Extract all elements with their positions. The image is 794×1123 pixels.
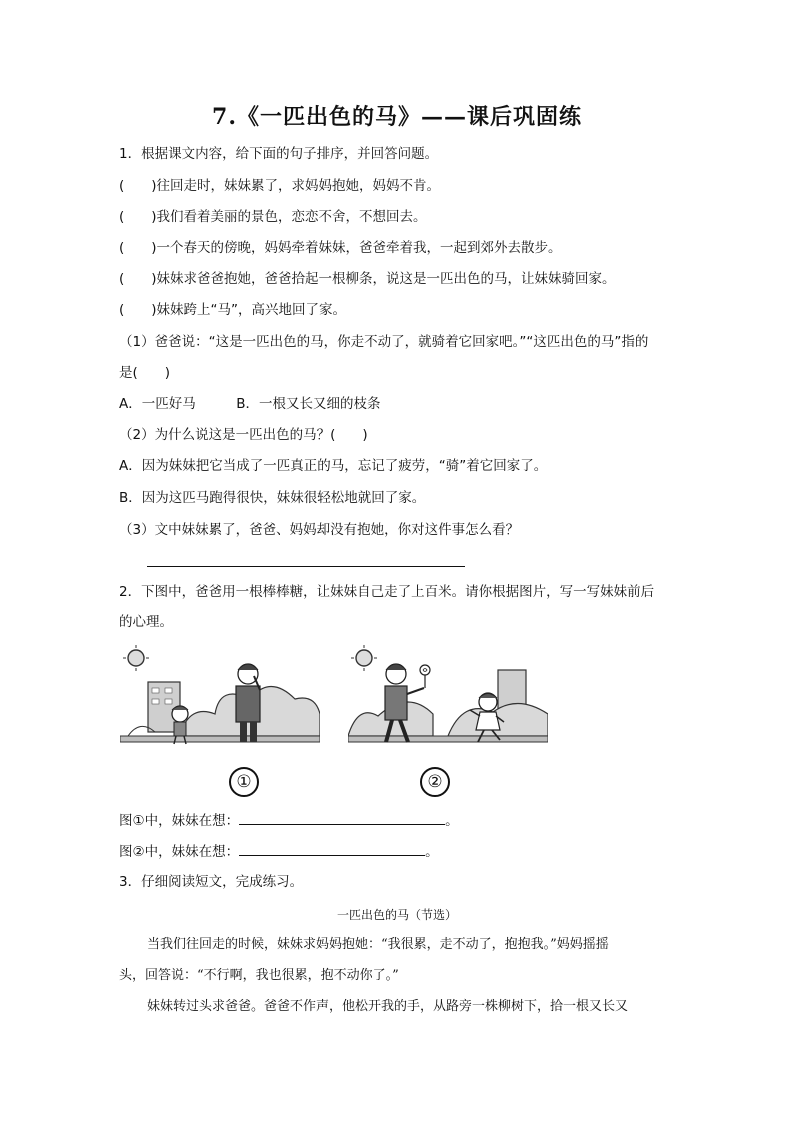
q1-item-1: ( )往回走时，妹妹累了，求妈妈抱她，妈妈不肯。 — [119, 178, 441, 194]
passage-p2-line1: 妹妹转过头求爸爸。爸爸不作声，他松开我的手，从路旁一株柳树下，拾一根又长又 — [147, 999, 629, 1014]
q1-sub1-line2: 是( ) — [119, 365, 171, 381]
passage-title: 一匹出色的马（节选） — [336, 908, 457, 922]
q1-sub2-option-b: B．因为这匹马跑得很快，妹妹很轻松地就回了家。 — [119, 490, 426, 506]
q2-fill-2 — [119, 841, 439, 862]
q1-sub2-option-a: A．因为妹妹把它当成了一匹真正的马，忘记了疲劳，“骑”着它回家了。 — [119, 458, 548, 474]
q3-prompt: 3．仔细阅读短文，完成练习。 — [119, 874, 304, 890]
q1-sub1-line1: （1）爸爸说：“这是一匹出色的马，你走不动了，就骑着它回家吧。”“这匹出色的马”指的 — [119, 334, 649, 350]
illustration-1-label: ① — [229, 767, 259, 797]
q1-item-5: ( )妹妹跨上“马”，高兴地回了家。 — [119, 302, 347, 318]
q1-item-4: ( )妹妹求爸爸抱她，爸爸拾起一根柳条，说这是一匹出色的马，让妹妹骑回家。 — [119, 271, 616, 287]
q2-fill-2-prefix: 图②中，妹妹在想： — [119, 844, 240, 860]
q2-fill-1-blank[interactable] — [239, 810, 445, 825]
illustration-2-label: ② — [420, 767, 450, 797]
passage-p1-line2: 头，回答说：“不行啊，我也很累，抱不动你了。” — [119, 968, 399, 983]
q2-fill-2-suffix: 。 — [425, 844, 439, 860]
illustration-2-image — [348, 644, 548, 754]
q1-item-2: ( )我们看着美丽的景色，恋恋不舍，不想回去。 — [119, 209, 427, 225]
page-title: 7.《一匹出色的马》——课后巩固练 — [212, 104, 582, 130]
q2-fill-1-suffix: 。 — [445, 813, 459, 829]
q1-item-3: ( )一个春天的傍晚，妈妈牵着妹妹，爸爸牵着我，一起到郊外去散步。 — [119, 240, 562, 256]
q2-fill-1 — [119, 810, 459, 831]
q2-prompt-line2: 的心理。 — [119, 614, 173, 630]
q2-prompt-line1: 2．下图中，爸爸用一根棒棒糖，让妹妹自己走了上百米。请你根据图片，写一写妹妹前后 — [119, 584, 655, 600]
q2-fill-1-prefix: 图①中，妹妹在想： — [119, 813, 240, 829]
q2-fill-2-blank[interactable] — [239, 841, 425, 856]
q1-sub1-options: A．一匹好马 B．一根又长又细的枝条 — [119, 396, 381, 412]
q1-prompt: 1．根据课文内容，给下面的句子排序，并回答问题。 — [119, 146, 439, 162]
passage-p1-line1: 当我们往回走的时候，妹妹求妈妈抱她：“我很累，走不动了，抱抱我。”妈妈摇摇 — [147, 937, 609, 952]
q1-sub3: （3）文中妹妹累了，爸爸、妈妈却没有抱她，你对这件事怎么看？ — [119, 522, 520, 538]
q1-sub2: （2）为什么说这是一匹出色的马？( ) — [119, 427, 368, 443]
q2-illustrations — [120, 644, 550, 794]
illustration-1-image — [120, 644, 320, 754]
q1-sub3-answer-line[interactable] — [147, 566, 465, 567]
